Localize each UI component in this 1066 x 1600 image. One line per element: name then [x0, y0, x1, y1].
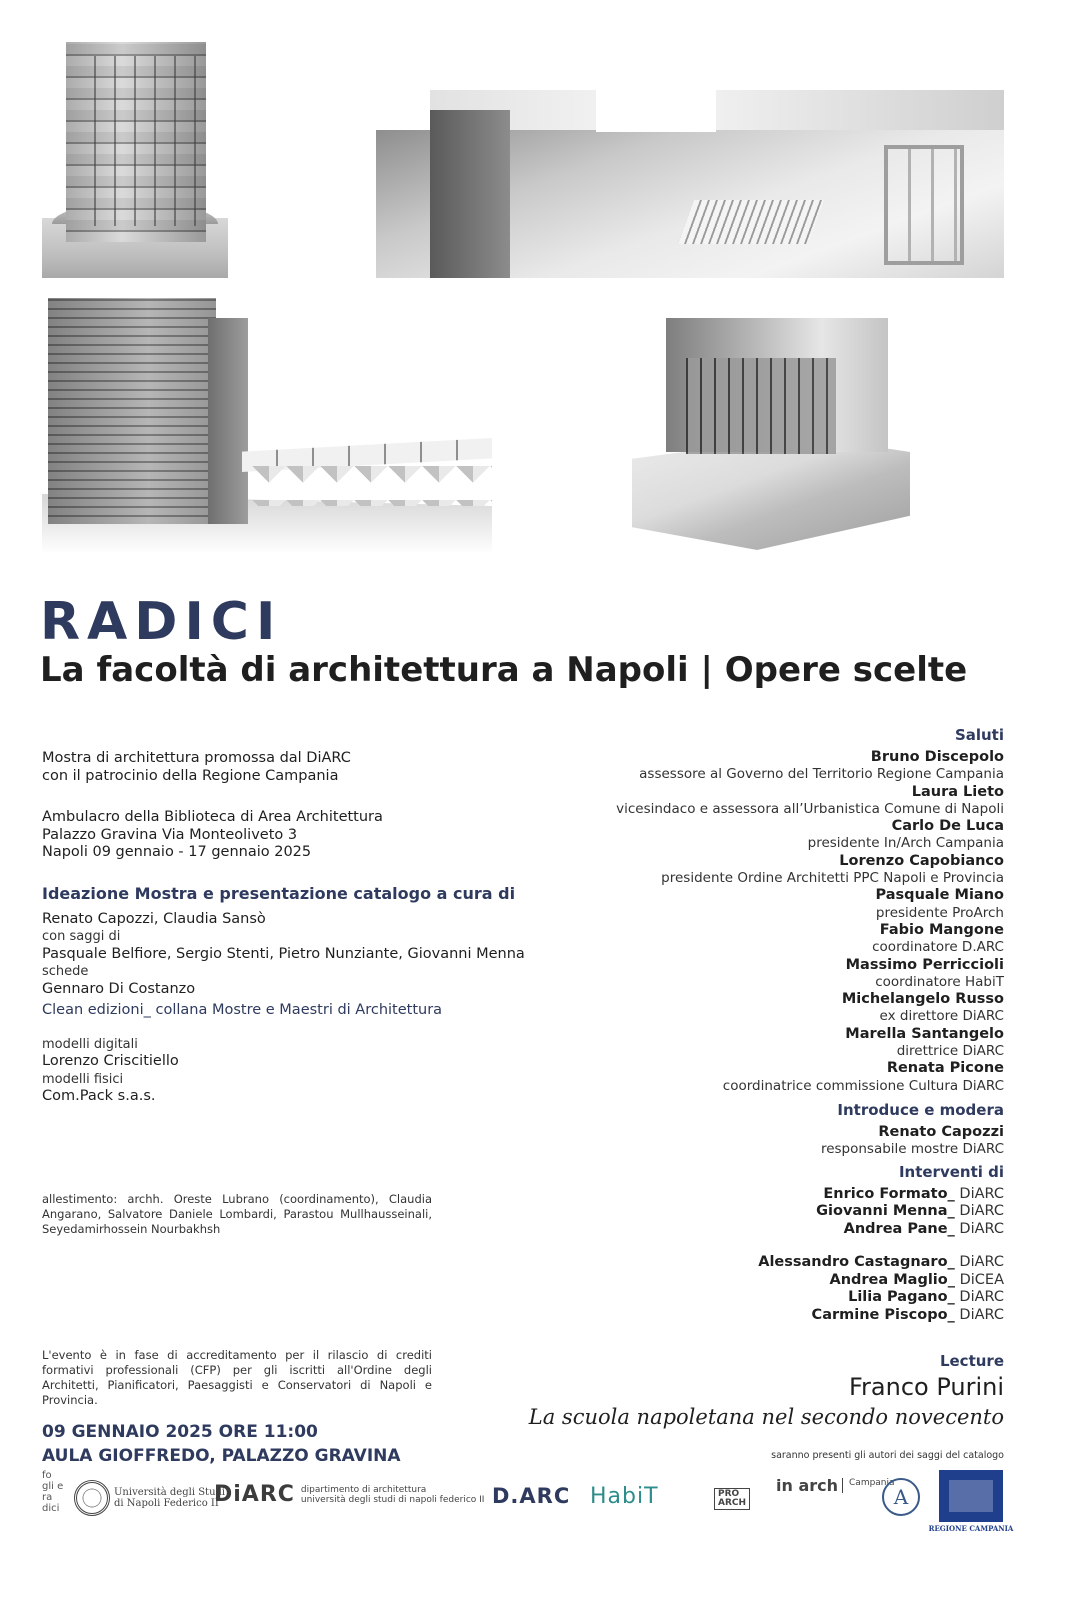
- exhibition-title: RADICI: [40, 592, 283, 652]
- exhibition-subtitle: La facoltà di architettura a Napoli | Opere scelte: [40, 650, 968, 690]
- moderator-name: Renato Capozzi: [878, 1123, 1004, 1140]
- physical-models-label: modelli fisici: [42, 1071, 124, 1087]
- speaker-role: presidente In/Arch Campania: [807, 835, 1004, 852]
- list-item: Andrea Maglio_ DiCEA: [829, 1271, 1004, 1288]
- darc-logo: D.ARC: [492, 1484, 571, 1508]
- speaker-role: direttrice DiARC: [896, 1043, 1004, 1060]
- event-datetime-block: [42, 1420, 401, 1468]
- interventi-heading: Interventi di: [898, 1162, 1004, 1181]
- cards-label: schede: [42, 964, 89, 979]
- curators: Renato Capozzi, Claudia Sansò: [42, 910, 266, 927]
- habit-logo: HabiT: [590, 1484, 659, 1509]
- diarc-logo: DiARC dipartimento di architettura università degli studi di napoli federico II: [214, 1482, 485, 1507]
- promo-line-2: con il patrocinio della Regione Campania: [42, 767, 339, 784]
- lecture-title: La scuola napoletana nel secondo novecento: [528, 1405, 1004, 1429]
- speaker-name: Carlo De Luca: [891, 818, 1004, 835]
- fogli-e-radici-logo: fo gli e ra dici: [42, 1470, 64, 1514]
- moderator-role: responsabile mostre DiARC: [820, 1141, 1004, 1158]
- inarch-logo: in arch Campania: [776, 1476, 895, 1495]
- model-photo-tower: [42, 42, 228, 278]
- interventi-list-1: [484, 1186, 1004, 1239]
- venue-line-1: Ambulacro della Biblioteca di Area Architettura: [42, 809, 383, 825]
- promo-line-1: Mostra di architettura promossa dal DiARC: [42, 750, 351, 766]
- speaker-name: Pasquale Miano: [875, 887, 1004, 904]
- interventi-list-2: [484, 1254, 1004, 1324]
- venue-line-2: Palazzo Gravina Via Monteoliveto 3: [42, 826, 298, 843]
- essays-authors: Pasquale Belfiore, Sergio Stenti, Pietro Nunziante, Giovanni Menna: [42, 945, 525, 962]
- event-place: AULA GIOFFREDO, PALAZZO GRAVINA: [42, 1446, 401, 1466]
- list-item: Giovanni Menna_ DiARC: [816, 1203, 1004, 1220]
- modera-heading: Introduce e modera: [837, 1100, 1004, 1119]
- event-date: 09 GENNAIO 2025 ORE 11:00: [42, 1422, 318, 1442]
- lecture-label: Lecture: [939, 1352, 1004, 1370]
- regione-campania-logo: REGIONE CAMPANIA: [938, 1470, 1004, 1533]
- digital-models: Lorenzo Criscitiello: [42, 1053, 179, 1069]
- authors-note: saranno presenti gli autori dei saggi del catalogo: [771, 1450, 1004, 1461]
- setup-credits: allestimento: archh. Oreste Lubrano (coordinamento), Claudia Angarano, Salvatore Daniele Lombardi, Parastou Mullhausseinali, Seyedamirhossein Nourbakhsh: [42, 1192, 432, 1236]
- unina-logo: Università degli Studi di Napoli Federico II: [74, 1480, 225, 1516]
- speaker-role: coordinatore HabiT: [875, 973, 1004, 990]
- proarch-logo: PRO ARCH: [714, 1488, 750, 1510]
- list-item: Lilia Pagano_ DiARC: [848, 1289, 1004, 1306]
- speaker-role: presidente ProArch: [875, 904, 1004, 921]
- cards-author: Gennaro Di Costanzo: [42, 980, 196, 997]
- speaker-name: Marella Santangelo: [845, 1025, 1004, 1042]
- list-item: Andrea Pane_ DiARC: [843, 1220, 1004, 1237]
- model-photo-villa: [632, 318, 910, 550]
- speaker-role: coordinatore D.ARC: [872, 939, 1004, 956]
- venue-line-3: Napoli 09 gennaio - 17 gennaio 2025: [42, 844, 312, 860]
- speaker-name: Bruno Discepolo: [870, 749, 1004, 765]
- list-item: Enrico Formato_ DiARC: [823, 1185, 1004, 1202]
- speaker-name: Fabio Mangone: [879, 921, 1004, 938]
- physical-models: Com.Pack s.a.s.: [42, 1088, 156, 1104]
- speaker-role: coordinatrice commissione Cultura DiARC: [722, 1077, 1004, 1094]
- venue-block: [42, 809, 383, 862]
- list-item: Alessandro Castagnaro_ DiARC: [758, 1254, 1004, 1271]
- speaker-name: Michelangelo Russo: [841, 991, 1004, 1008]
- saluti-list: [484, 749, 1004, 1095]
- speaker-role: ex direttore DiARC: [879, 1008, 1004, 1025]
- regione-shield-icon: [939, 1470, 1003, 1522]
- unina-seal-icon: [74, 1480, 110, 1516]
- curation-block: [42, 885, 525, 1106]
- lecture-speaker: Franco Purini: [848, 1373, 1004, 1401]
- accreditation-note: L'evento è in fase di accreditamento per il rilascio di crediti formativi professionali (CFP) per gli iscritti all'Ordine degli Architetti, Pianificatori, Paesaggisti e Conservatori di Napoli e Provincia.: [42, 1348, 432, 1407]
- publisher: Clean edizioni_ collana Mostre e Maestri di Architettura: [42, 1002, 443, 1018]
- promotion-block: [42, 750, 351, 785]
- model-photo-faculty: [42, 298, 492, 554]
- program-column: [484, 720, 1004, 1324]
- speaker-role: presidente Ordine Architetti PPC Napoli e Provincia: [661, 870, 1004, 887]
- essays-label: con saggi di: [42, 929, 121, 944]
- medal-logo: A: [882, 1478, 920, 1516]
- speaker-name: Massimo Perriccioli: [845, 956, 1004, 973]
- speaker-name: Renata Picone: [886, 1060, 1004, 1077]
- speaker-name: Lorenzo Capobianco: [839, 852, 1004, 869]
- curation-heading: Ideazione Mostra e presentazione catalogo a cura di: [42, 884, 516, 903]
- speaker-role: vicesindaco e assessora all’Urbanistica Comune di Napoli: [616, 800, 1004, 817]
- speaker-role: assessore al Governo del Territorio Regione Campania: [639, 766, 1004, 783]
- model-photo-section: [376, 90, 1004, 278]
- saluti-heading: Saluti: [954, 726, 1004, 744]
- speaker-name: Laura Lieto: [911, 783, 1004, 800]
- list-item: Carmine Piscopo_ DiARC: [811, 1306, 1004, 1323]
- partner-logos: [42, 1470, 1014, 1550]
- digital-models-label: modelli digitali: [42, 1036, 138, 1052]
